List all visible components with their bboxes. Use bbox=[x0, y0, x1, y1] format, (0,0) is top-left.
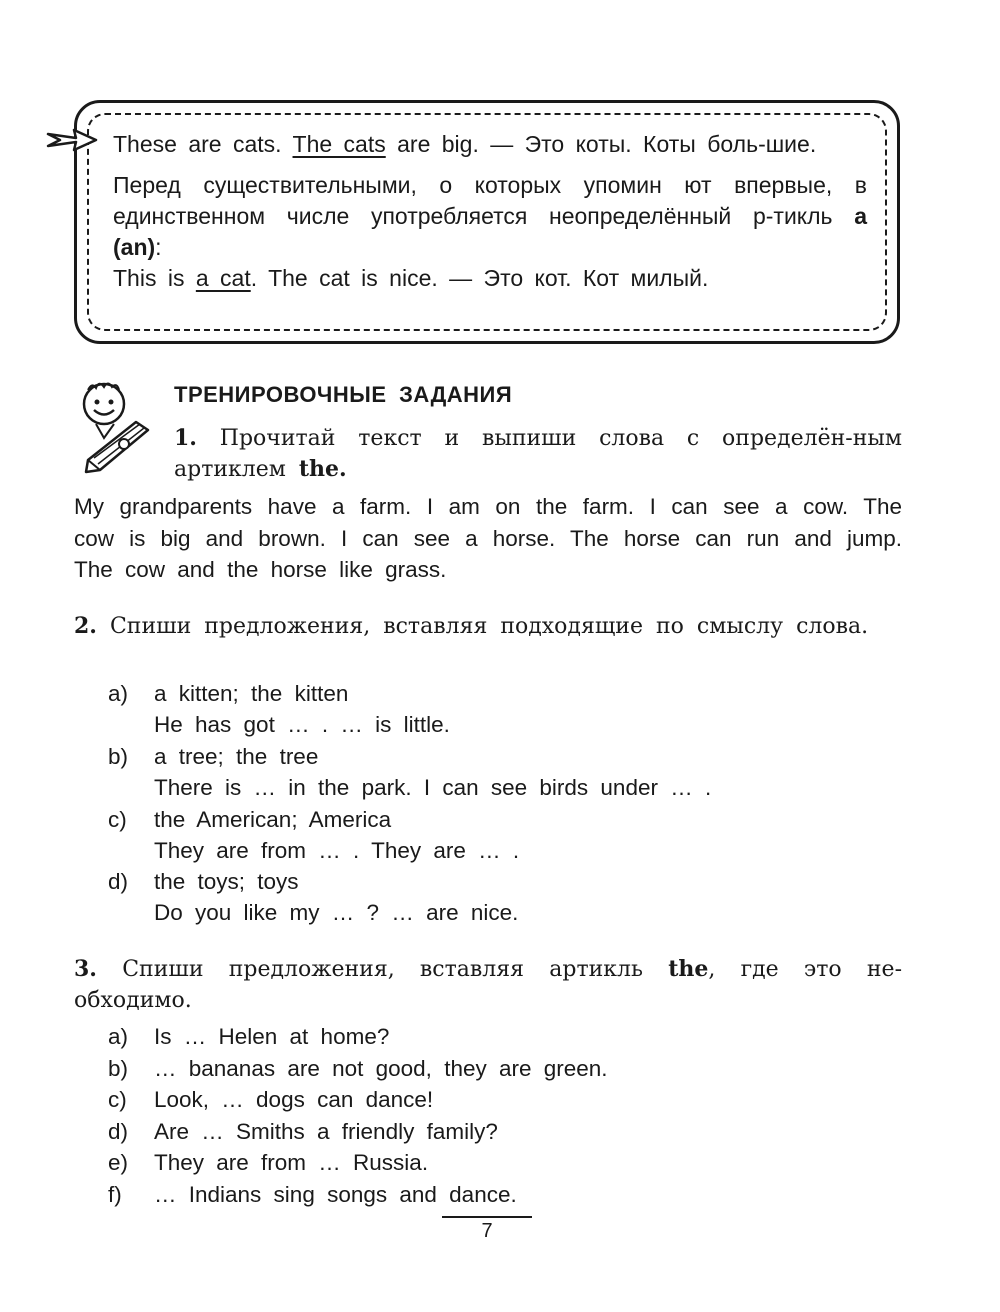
task-2-item-b-sentence: There is … in the park. I can see birds under … . bbox=[154, 775, 712, 800]
task-2-item-c-sentence: They are from … . They are … . bbox=[154, 838, 520, 863]
task-3-item-e: e) They are from … Russia. bbox=[108, 1150, 429, 1175]
rule-example-singular: This is a cat. The cat is nice. — Это кот. Кот милый. bbox=[113, 265, 709, 291]
task-2-item-b-options: b) a tree; the tree bbox=[108, 744, 319, 769]
task-1-passage: My grandparents have a farm. I am on the farm. I can see a cow. The cow is big and brown. I can see a horse. The horse can run and jump. The cow and the horse like grass. bbox=[74, 494, 902, 582]
task-3-item-c: c) Look, … dogs can dance! bbox=[108, 1087, 434, 1112]
task-3-item-d: d) Are … Smiths a friendly family? bbox=[108, 1119, 498, 1144]
rule-text bbox=[113, 129, 867, 294]
task-1-instruction: 1. Прочитай текст и выпиши слова с определён-ным артиклем the. bbox=[174, 425, 902, 482]
task-2-item-a-sentence: He has got … . … is little. bbox=[154, 712, 450, 737]
rule-box bbox=[74, 100, 900, 344]
pin-icon bbox=[46, 126, 98, 158]
task-2-item-d-sentence: Do you like my … ? … are nice. bbox=[154, 900, 519, 925]
task-3-item-f: f) … Indians sing songs and dance. bbox=[108, 1182, 517, 1207]
section-title: ТРЕНИРОВОЧНЫЕ ЗАДАНИЯ bbox=[174, 382, 513, 407]
rule-explanation: Перед существительными, о которых упомин ют впервые, в единственном числе употребляется неопределённый р-тикль a (an): bbox=[113, 172, 868, 260]
pencil-boy-icon bbox=[74, 378, 160, 474]
task-2-item-a-options: a) a kitten; the kitten bbox=[108, 681, 349, 706]
task-2-item-d-options: d) the toys; toys bbox=[108, 869, 299, 894]
task-3-instruction: 3. Спиши предложения, вставляя артикль the, где это не-обходимо. bbox=[74, 956, 903, 1013]
rule-example-plural: These are cats. The cats are big. — Это коты. Коты боль-шие. bbox=[113, 131, 817, 157]
page-number-rule bbox=[442, 1216, 532, 1218]
page-number: 7 bbox=[481, 1220, 493, 1242]
task-2-instruction: 2. Спиши предложения, вставляя подходящие по смыслу слова. bbox=[74, 613, 869, 639]
task-3-item-a: a) Is … Helen at home? bbox=[108, 1024, 390, 1049]
task-3-item-b: b) … bananas are not good, they are green. bbox=[108, 1056, 608, 1081]
task-2-item-c-options: c) the American; America bbox=[108, 807, 392, 832]
